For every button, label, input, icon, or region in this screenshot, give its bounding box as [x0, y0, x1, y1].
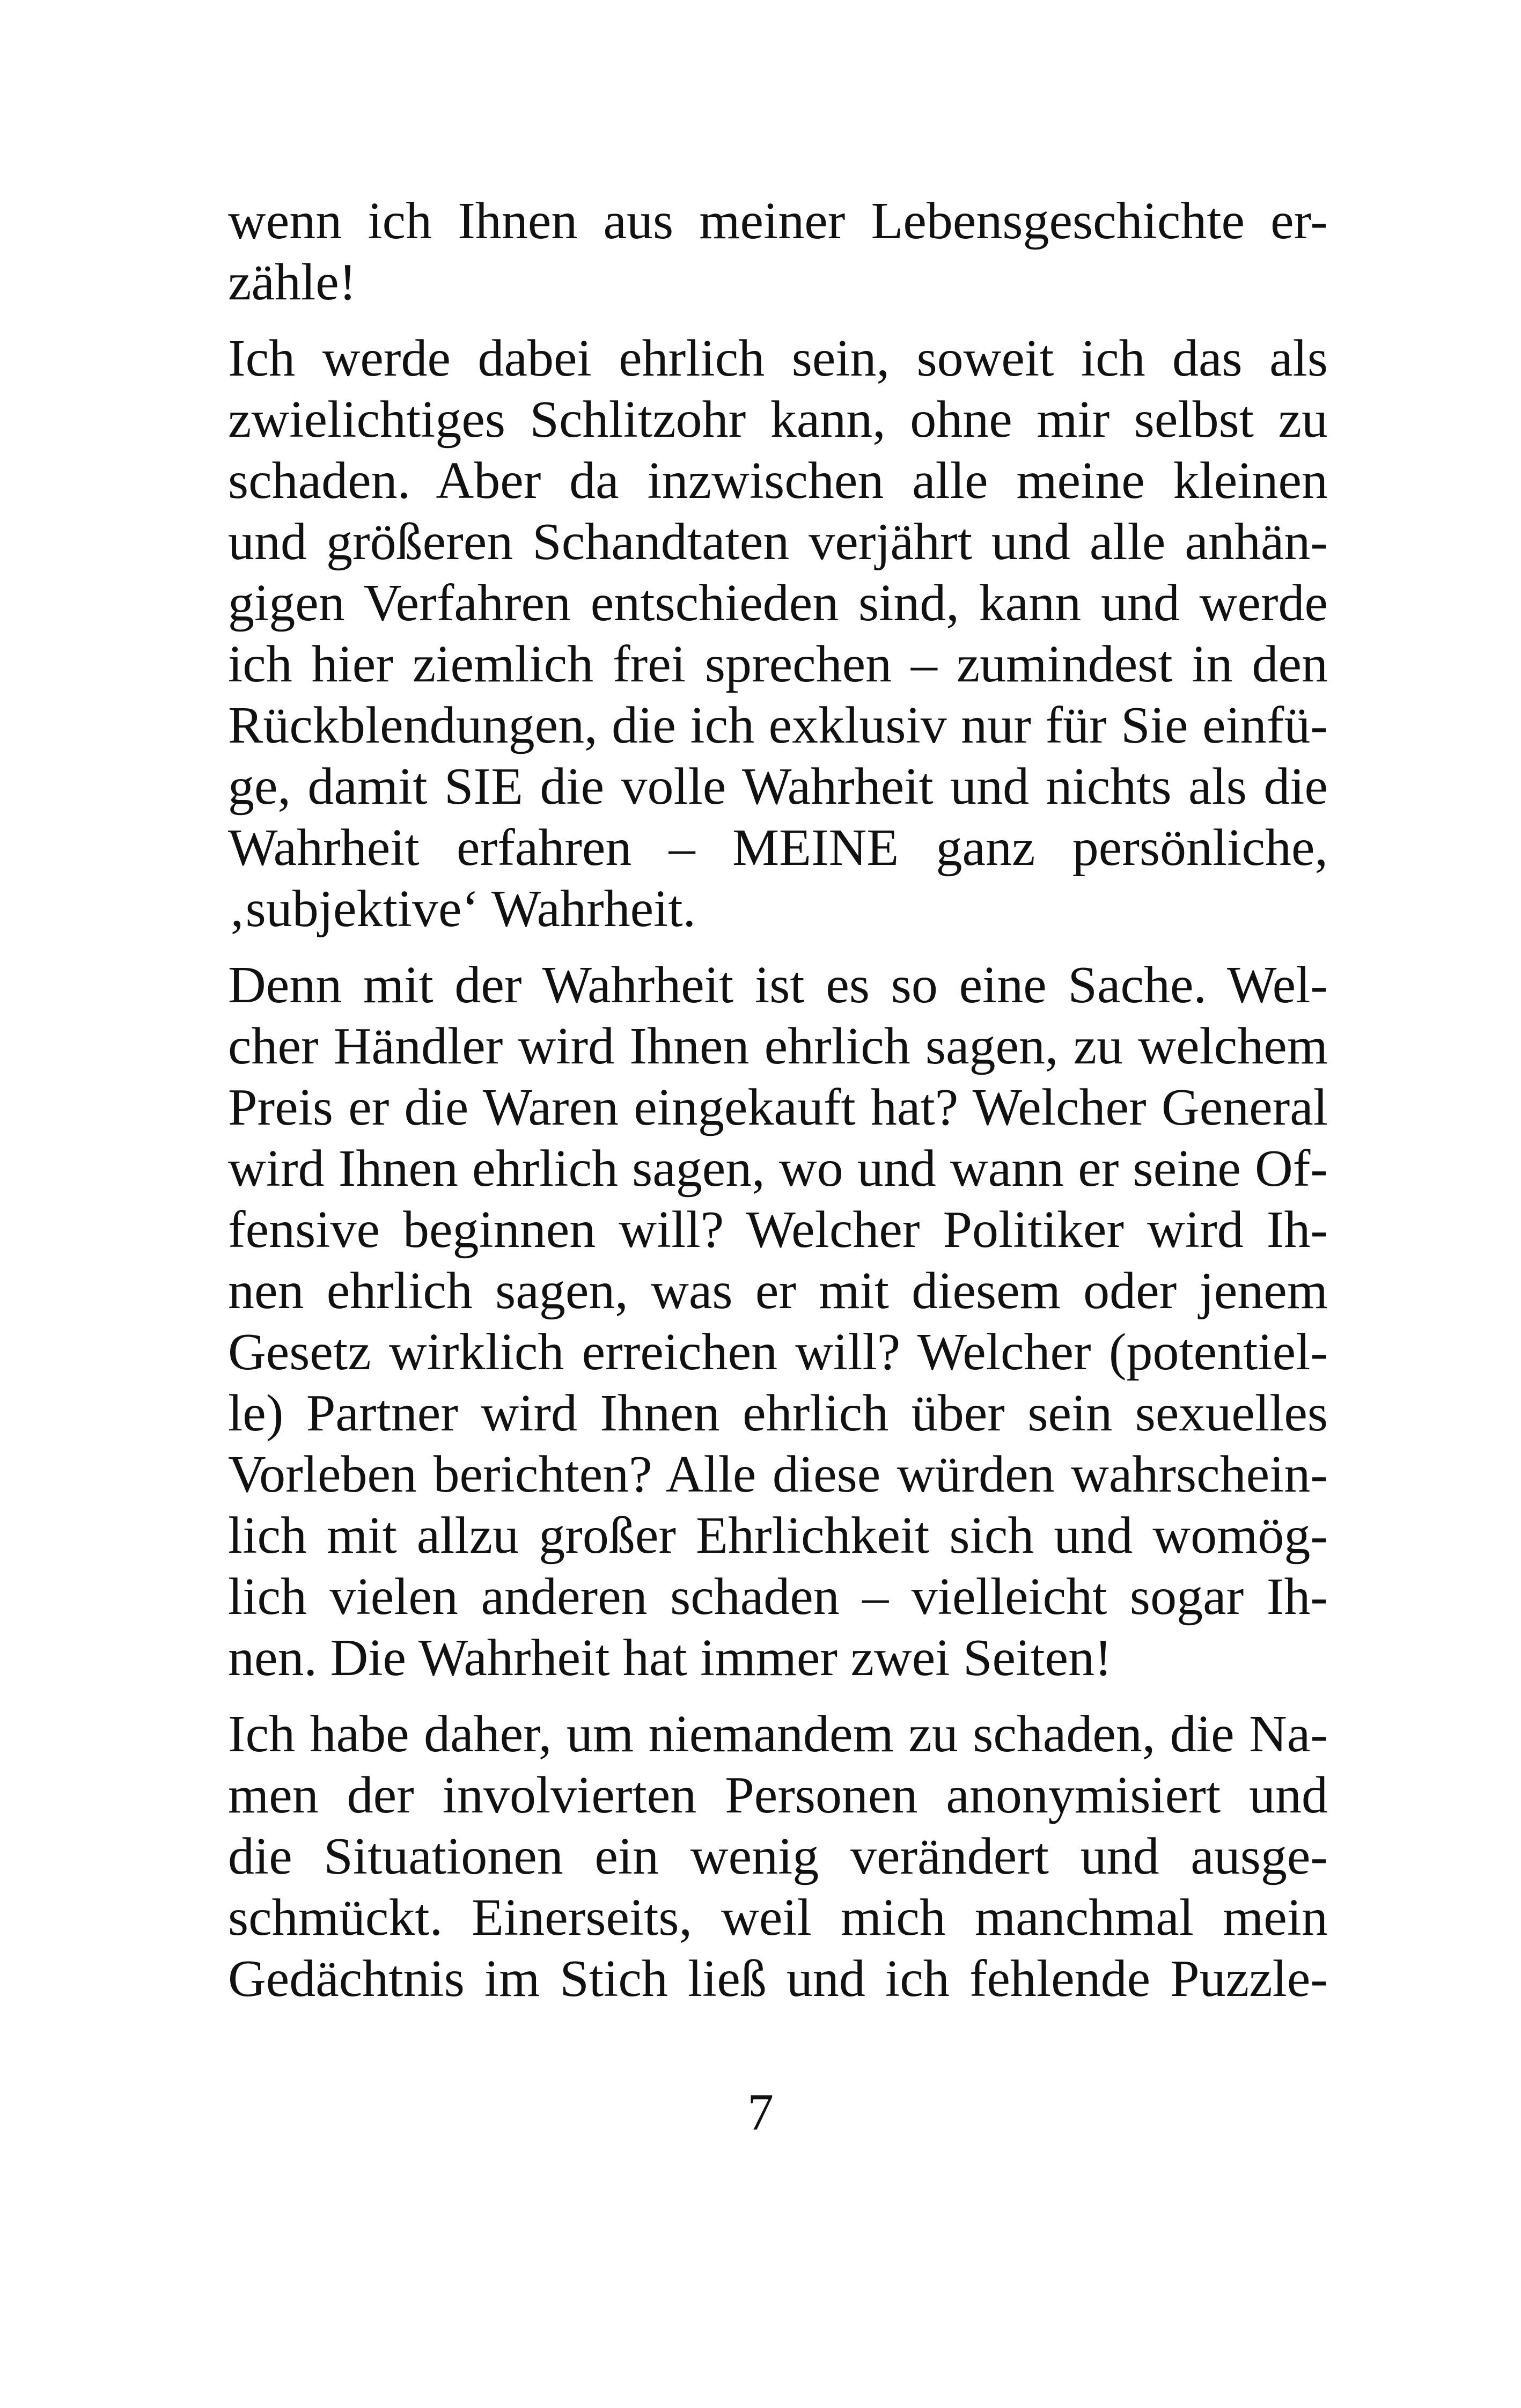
text-line: lich mit allzu großer Ehrlichkeit sich und womög-: [228, 1507, 1328, 1565]
text-line: schaden. Aber da inzwischen alle meine kleinen: [228, 452, 1328, 510]
text-line: und größeren Schandtaten verjährt und alle anhän-: [228, 513, 1328, 571]
text-line: men der involvierten Personen anonymisiert und: [228, 1766, 1328, 1824]
text-line: fensive beginnen will? Welcher Politiker wird Ih-: [228, 1201, 1328, 1259]
page-number: 7: [747, 2083, 774, 2141]
text-line: le) Partner wird Ihnen ehrlich über sein sexuelles: [228, 1384, 1328, 1442]
text-line: ge, damit SIE die volle Wahrheit und nichts als die: [228, 758, 1328, 816]
text-line: Gedächtnis im Stich ließ und ich fehlende Puzzle-: [228, 1950, 1328, 2008]
text-line: nen. Die Wahrheit hat immer zwei Seiten!: [228, 1629, 1112, 1687]
text-line: wird Ihnen ehrlich sagen, wo und wann er seine Of-: [228, 1140, 1328, 1198]
text-line: Denn mit der Wahrheit ist es so eine Sache. Wel-: [228, 956, 1328, 1014]
text-line: Wahrheit erfahren – MEINE ganz persönliche,: [228, 819, 1328, 877]
text-line: cher Händler wird Ihnen ehrlich sagen, zu welchem: [228, 1017, 1328, 1075]
paragraph-1: [228, 190, 1328, 313]
paragraph-2: [228, 328, 1328, 939]
text-line: ‚subjektive‘ Wahrheit.: [228, 880, 696, 938]
text-line: Preis er die Waren eingekauft hat? Welcher General: [228, 1078, 1328, 1136]
text-line: die Situationen ein wenig verändert und ausge-: [228, 1827, 1328, 1885]
text-line: Rückblendungen, die ich exklusiv nur für Sie einfü-: [228, 696, 1328, 754]
text-line: zähle!: [228, 253, 357, 311]
text-line: Ich werde dabei ehrlich sein, soweit ich das als: [228, 329, 1328, 387]
text-line: Ich habe daher, um niemandem zu schaden, die Na-: [228, 1705, 1328, 1763]
text-line: lich vielen anderen schaden – vielleicht sogar Ih-: [228, 1568, 1328, 1626]
text-line: ich hier ziemlich frei sprechen – zumindest in den: [228, 635, 1328, 693]
book-page-body: [228, 190, 1328, 2024]
text-line: schmückt. Einerseits, weil mich manchmal mein: [228, 1889, 1328, 1947]
text-line: wenn ich Ihnen aus meiner Lebensgeschichte er-: [228, 192, 1328, 250]
text-line: gigen Verfahren entschieden sind, kann und werde: [228, 574, 1328, 632]
text-line: nen ehrlich sagen, was er mit diesem oder jenem: [228, 1262, 1328, 1320]
paragraph-3: [228, 955, 1328, 1688]
text-line: zwielichtiges Schlitzohr kann, ohne mir selbst zu: [228, 391, 1328, 449]
paragraph-4: [228, 1704, 1328, 2009]
text-line: Vorleben berichten? Alle diese würden wahrschein-: [228, 1445, 1328, 1503]
text-line: Gesetz wirklich erreichen will? Welcher (potentiel-: [228, 1323, 1328, 1381]
